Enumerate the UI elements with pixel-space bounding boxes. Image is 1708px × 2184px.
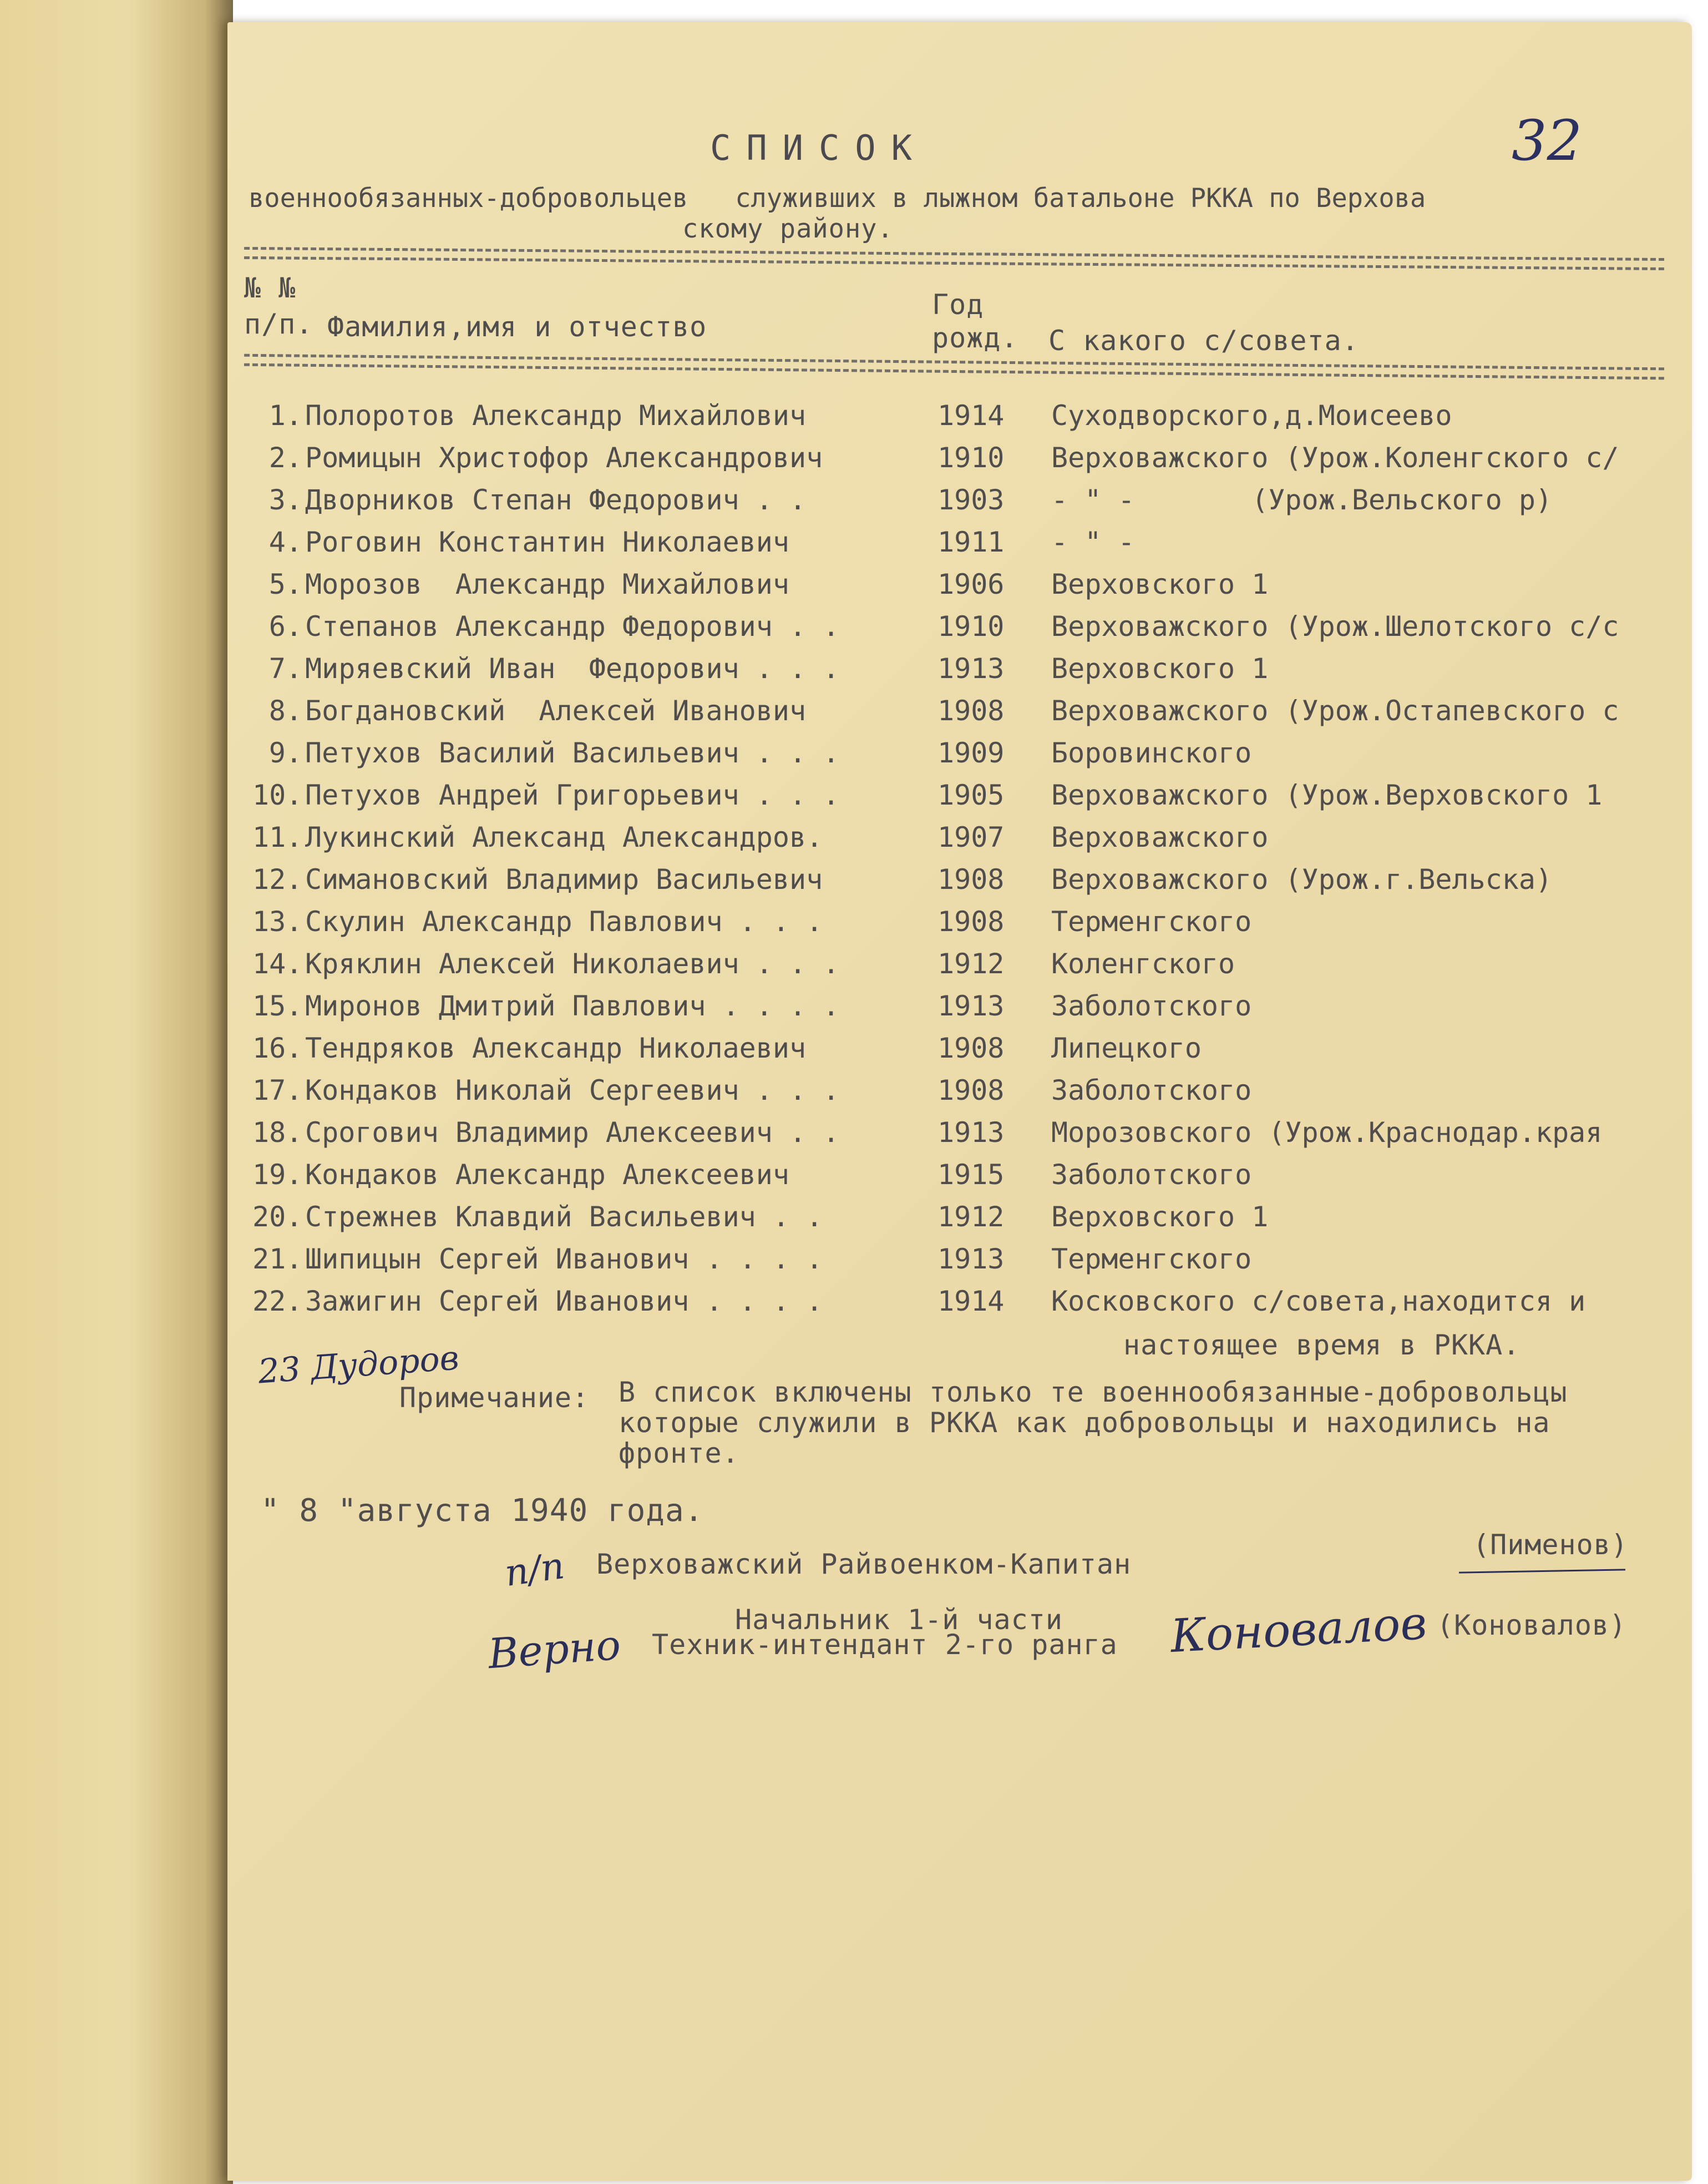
table-row [252, 1074, 1706, 1115]
row-number: 7. [268, 653, 302, 685]
row-full-name: Степанов Александр Федорович . . [305, 610, 840, 643]
left-page-edge [0, 0, 233, 2184]
row-full-name: Морозов Александр Михайлович [305, 568, 789, 600]
row-council: - " - (Урож.Вельского р) [1051, 484, 1553, 516]
sign2-line-2: Техник-интендант 2-го ранга [652, 1629, 1118, 1661]
sign2-line-1: Начальник 1-й части [735, 1604, 1063, 1636]
row-birth-year: 1913 [937, 1116, 1005, 1149]
row-number: 14. [252, 948, 303, 980]
row-council: Морозовского (Урож.Краснодар.края [1051, 1116, 1603, 1149]
table-row [252, 1032, 1706, 1073]
note-line-3: фронте. [619, 1437, 739, 1469]
row-council: Терменгского [1051, 906, 1252, 938]
row-birth-year: 1910 [937, 442, 1005, 474]
note-line-1: В список включены только те военнообязанные-добровольцы [619, 1376, 1568, 1408]
row-council: Верховажского (Урож.Шелотского с/с [1051, 610, 1619, 643]
row-number: 17. [252, 1074, 303, 1106]
row-full-name: Стрежнев Клавдий Васильевич . . [305, 1201, 823, 1233]
row-full-name: Срогович Владимир Алексеевич . . [305, 1116, 840, 1149]
row-birth-year: 1912 [937, 1201, 1005, 1233]
row-birth-year: 1914 [937, 1285, 1005, 1317]
note-line-2: которые служили в РККА как добровольцы и находились на [619, 1407, 1550, 1439]
table-row [252, 990, 1706, 1031]
handwritten-verno: Верно [486, 1621, 622, 1679]
row-birth-year: 1910 [937, 610, 1005, 643]
row-number: 6. [268, 610, 302, 643]
row-birth-year: 1911 [937, 526, 1005, 558]
table-row [252, 1116, 1706, 1157]
row-council: Верховского 1 [1051, 568, 1269, 600]
table-row [252, 568, 1706, 609]
sign1-title: Верховажский Райвоенком-Капитан [596, 1548, 1132, 1580]
table-row [252, 863, 1706, 904]
row-number: 18. [252, 1116, 303, 1149]
row-full-name: Петухов Василий Васильевич . . . [305, 737, 840, 769]
row-birth-year: 1908 [937, 695, 1005, 727]
table-row [252, 400, 1706, 441]
row-number: 15. [252, 990, 303, 1022]
row-council: Заболотского [1051, 1159, 1252, 1191]
row-council: Заболотского [1051, 990, 1252, 1022]
date-line: " 8 "августа 1940 года. [261, 1493, 704, 1529]
row-full-name: Ромицын Христофор Александрович [305, 442, 823, 474]
row-full-name: Зажигин Сергей Иванович . . . . [305, 1285, 823, 1317]
table-row [252, 948, 1706, 989]
row-council: Верховажского (Урож.Верховского 1 [1051, 779, 1603, 811]
row-full-name: Миронов Дмитрий Павлович . . . . [305, 990, 840, 1022]
row-full-name: Полоротов Александр Михайлович [305, 400, 807, 432]
row-birth-year: 1913 [937, 990, 1005, 1022]
row-birth-year: 1906 [937, 568, 1005, 600]
row-full-name: Дворников Степан Федорович . . [305, 484, 807, 516]
sign1-name: (Пименов) [1473, 1529, 1628, 1561]
row-birth-year: 1915 [937, 1159, 1005, 1191]
row-full-name: Симановский Владимир Васильевич [305, 863, 823, 896]
row-birth-year: 1908 [937, 906, 1005, 938]
signature-konovalov: Коновалов [1169, 1596, 1428, 1664]
row-full-name: Кряклин Алексей Николаевич . . . [305, 948, 840, 980]
header-name: Фамилия,имя и отчество [327, 311, 707, 343]
table-row [252, 821, 1706, 862]
document-title: СПИСОК [710, 128, 928, 168]
header-num-a: № № [244, 272, 296, 304]
row-birth-year: 1912 [937, 948, 1005, 980]
row-council: Боровинского [1051, 737, 1252, 769]
row-number: 19. [252, 1159, 303, 1191]
row-council: Верховажского [1051, 821, 1269, 853]
table-row [252, 1159, 1706, 1200]
row-birth-year: 1913 [937, 1243, 1005, 1275]
subtitle-line-1: военнообязанных-добровольцев служивших в лыжном батальоне РККА по Верхова [249, 183, 1426, 214]
table-row [252, 1285, 1706, 1326]
sign2-name: (Коновалов) [1437, 1609, 1627, 1641]
row-number: 8. [268, 695, 302, 727]
header-num-b: п/п. [244, 308, 313, 340]
row-birth-year: 1905 [937, 779, 1005, 811]
row-full-name: Миряевский Иван Федорович . . . [305, 653, 840, 685]
handwritten-pp: п/п [502, 1544, 567, 1595]
row-full-name: Кондаков Николай Сергеевич . . . [305, 1074, 840, 1106]
row-number: 16. [252, 1032, 303, 1064]
row-council: Верховского 1 [1051, 653, 1269, 685]
row-full-name: Тендряков Александр Николаевич [305, 1032, 807, 1064]
row-council: Липецкого [1051, 1032, 1202, 1064]
row-birth-year: 1908 [937, 1032, 1005, 1064]
row-number: 1. [268, 400, 302, 432]
table-row [252, 737, 1706, 778]
row-council: Верховского 1 [1051, 1201, 1269, 1233]
row-birth-year: 1909 [937, 737, 1005, 769]
row-birth-year: 1913 [937, 653, 1005, 685]
row-birth-year: 1914 [937, 400, 1005, 432]
header-year-b: рожд. [932, 322, 1018, 354]
table-row [252, 906, 1706, 947]
row-number: 20. [252, 1201, 303, 1233]
row-council: Коленгского [1051, 948, 1235, 980]
row-number: 12. [252, 863, 303, 896]
table-row [252, 1243, 1706, 1284]
row-number: 3. [268, 484, 302, 516]
row-council: - " - [1051, 526, 1135, 558]
table-row [252, 442, 1706, 483]
table-row [252, 695, 1706, 736]
row-number: 11. [252, 821, 303, 853]
row-number: 5. [268, 568, 302, 600]
row-council: Суходворского,д.Моисеево [1051, 400, 1452, 432]
row-council: Верховажского (Урож.Коленгского с/ [1051, 442, 1619, 474]
header-year-a: Год [932, 289, 984, 321]
row-birth-year: 1907 [937, 821, 1005, 853]
row-number: 21. [252, 1243, 303, 1275]
row-number: 9. [268, 737, 302, 769]
row-council: Заболотского [1051, 1074, 1252, 1106]
table-row [252, 610, 1706, 651]
table-row [252, 526, 1706, 567]
table-row [252, 484, 1706, 525]
row-birth-year: 1903 [937, 484, 1005, 516]
row-council: Терменгского [1051, 1243, 1252, 1275]
row22-continuation: настоящее время в РККА. [1123, 1329, 1521, 1361]
row-council: Косковского с/совета,находится и [1051, 1285, 1586, 1317]
row-number: 2. [268, 442, 302, 474]
row-full-name: Роговин Константин Николаевич [305, 526, 789, 558]
row-birth-year: 1908 [937, 863, 1005, 896]
subtitle-line-2: скому району. [682, 214, 894, 244]
row-full-name: Лукинский Александ Александров. [305, 821, 823, 853]
row-full-name: Кондаков Александр Алексеевич [305, 1159, 789, 1191]
table-row [252, 779, 1706, 820]
row-full-name: Шипицын Сергей Иванович . . . . [305, 1243, 823, 1275]
row-number: 22. [252, 1285, 303, 1317]
row-number: 10. [252, 779, 303, 811]
note-label: Примечание: [399, 1382, 590, 1414]
row-council: Верховажского (Урож.г.Вельска) [1051, 863, 1553, 896]
header-council: С какого с/совета. [1048, 325, 1359, 357]
table-row [252, 1201, 1706, 1242]
page-number: 32 [1512, 108, 1583, 173]
row-council: Верховажского (Урож.Остапевского с [1051, 695, 1619, 727]
row-full-name: Богдановский Алексей Иванович [305, 695, 807, 727]
row-number: 4. [268, 526, 302, 558]
row-number: 13. [252, 906, 303, 938]
row-birth-year: 1908 [937, 1074, 1005, 1106]
table-row [252, 653, 1706, 694]
row-full-name: Петухов Андрей Григорьевич . . . [305, 779, 840, 811]
row-full-name: Скулин Александр Павлович . . . [305, 906, 823, 938]
handwritten-entry-23: 23 Дудоров [257, 1338, 460, 1392]
